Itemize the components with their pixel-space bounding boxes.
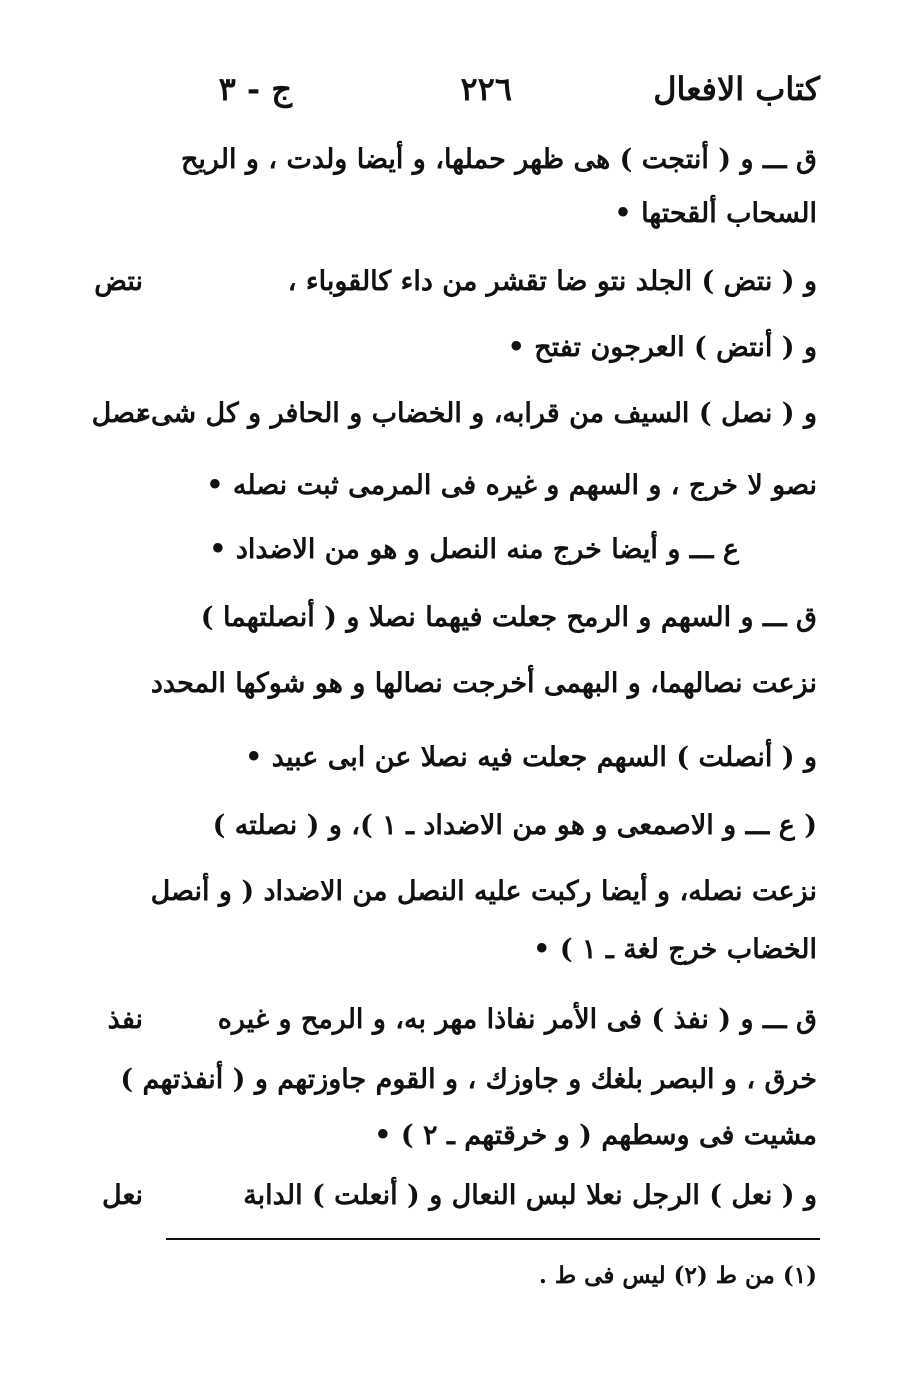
text-line-11: ( ع ـــ و الاصمعى و هو من الاضداد ـ ١ )، و ( نصلته ): [212, 810, 817, 841]
footnote-divider: [166, 1238, 820, 1240]
margin-word-naal: نعل: [102, 1180, 143, 1211]
page-header: [180, 70, 820, 120]
text-line-6: نصو لا خرج ، و السهم و غيره فى المرمى ثبت نصله •: [206, 470, 817, 501]
text-line-7: ع ـــ و أيضا خرج منه النصل و هو من الاضداد •: [209, 534, 739, 565]
text-line-8: ق ـــ و السهم و الرمح جعلت فيهما نصلا و ( أنصلتهما ): [200, 602, 817, 633]
text-line-17: و ( نعل ) الرجل نعلا لبس النعال و ( أنعلت ) الدابة: [243, 1180, 817, 1211]
text-line-3: و ( نتض ) الجلد نتو ضا تقشر من داء كالقوباء ،: [287, 266, 817, 297]
text-line-12: نزعت نصله، و أيضا ركبت عليه النصل من الاضداد ( و أنصل: [150, 876, 817, 907]
book-title: كتاب الافعال: [653, 70, 820, 108]
text-line-1: ق ـــ و ( أنتجت ) هى ظهر حملها، و أيضا ولدت ، و الريح: [180, 144, 817, 175]
text-line-10: و ( أنصلت ) السهم جعلت فيه نصلا عن ابى عبيد •: [245, 742, 817, 773]
page-number: ٢٢٦: [460, 70, 512, 108]
text-line-4: و ( أنتض ) العرجون تفتح •: [507, 332, 817, 363]
text-line-9: نزعت نصالهما، و البهمى أخرجت نصالها و هو شوكها المحدد: [150, 668, 817, 699]
margin-word-nafad: نفذ: [107, 1004, 143, 1035]
footnote: (١) من ط (٢) ليس فى ط .: [538, 1262, 817, 1289]
text-line-15: خرق ، و البصر بلغك و جاوزك ، و القوم جاوزتهم و ( أنفذتهم ): [120, 1064, 817, 1095]
text-line-13: الخضاب خرج لغة ـ ١ ) •: [533, 934, 817, 965]
text-line-2: السحاب ألقحتها •: [614, 198, 817, 229]
text-line-5: و ( نصل ) السيف من قرابه، و الخضاب و الحافر و كل شىء: [138, 398, 817, 429]
volume-label: ج - ٣: [218, 70, 292, 108]
margin-word-nasal: نصل: [91, 398, 143, 429]
text-line-14: ق ـــ و ( نفذ ) فى الأمر نفاذا مهر به، و الرمح و غيره: [217, 1004, 817, 1035]
margin-word-natad: نتض: [94, 266, 143, 297]
text-line-16: مشيت فى وسطهم ( و خرقتهم ـ ٢ ) •: [374, 1120, 817, 1151]
